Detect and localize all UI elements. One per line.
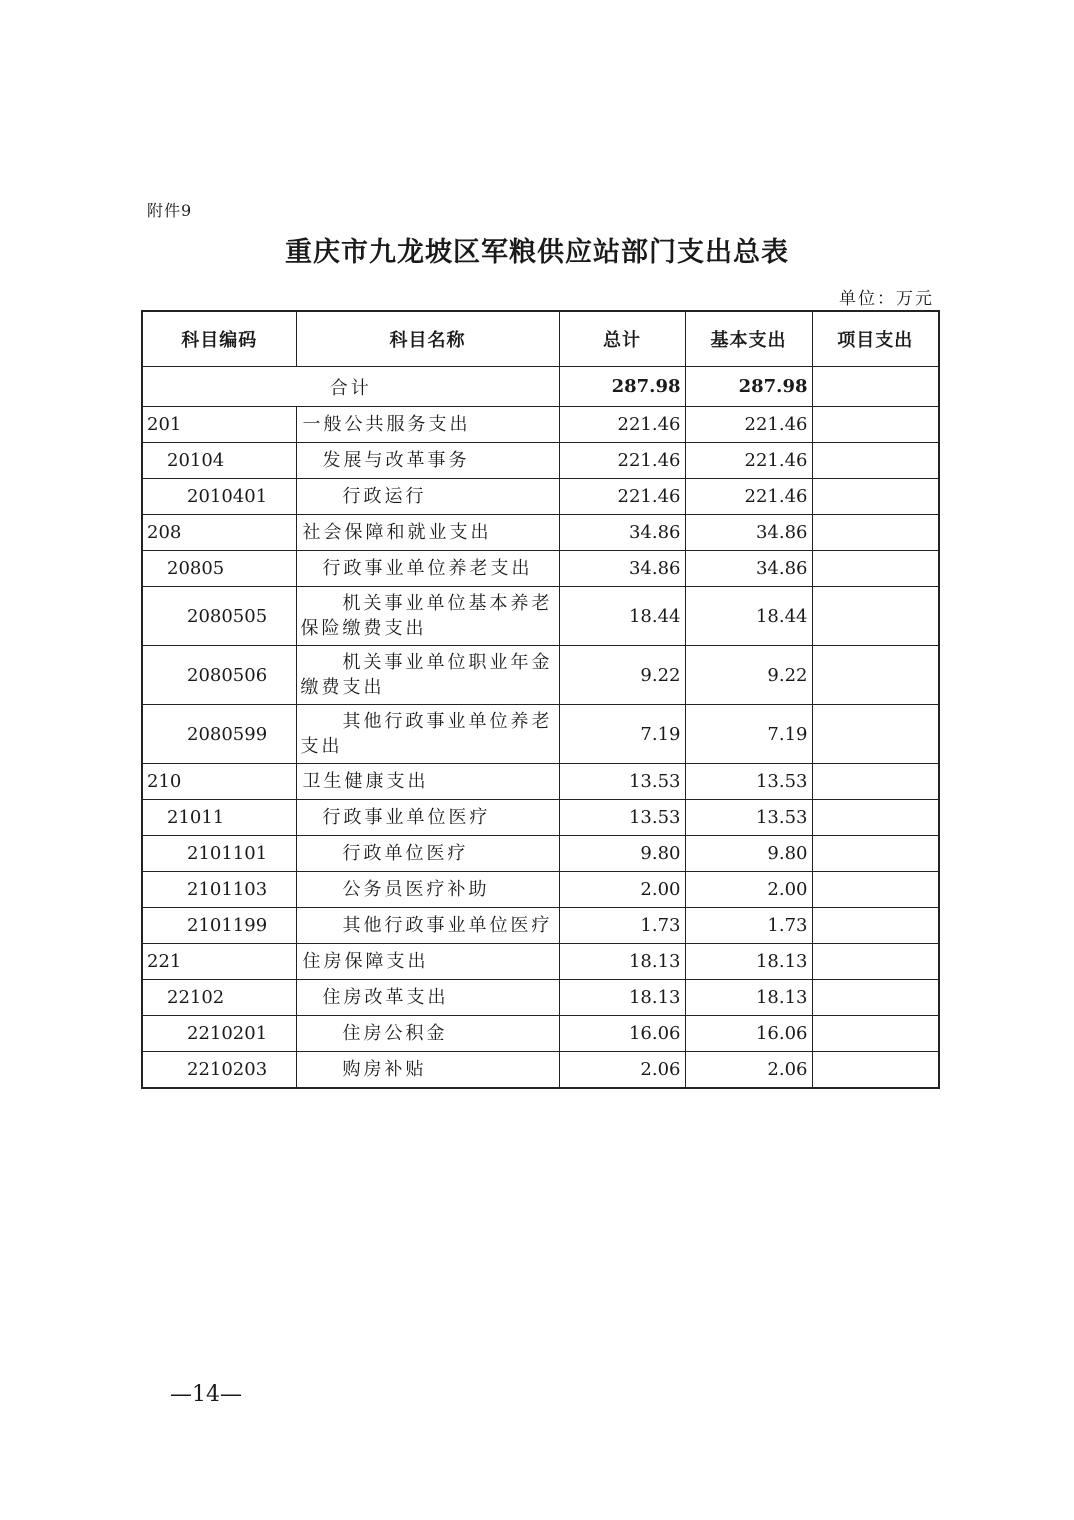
cell-basic: 13.53 [685,800,812,836]
cell-project [812,1052,939,1088]
cell-total: 9.22 [559,646,685,705]
unit-label: 单位：万元 [839,289,934,309]
cell-code: 210 [142,764,296,800]
cell-project [812,479,939,515]
cell-total: 9.80 [559,836,685,872]
cell-code: 201 [142,407,296,443]
cell-name: 机关事业单位基本养老保险缴费支出 [296,587,559,646]
cell-code: 21011 [142,800,296,836]
cell-basic: 18.44 [685,587,812,646]
table-row [142,800,939,836]
cell-basic: 2.00 [685,872,812,908]
cell-project [812,407,939,443]
table-row [142,443,939,479]
cell-code: 22102 [142,980,296,1016]
cell-name: 卫生健康支出 [296,764,559,800]
cell-name: 发展与改革事务 [296,443,559,479]
header-project: 项目支出 [812,311,939,367]
cell-name: 行政事业单位养老支出 [296,551,559,587]
cell-code: 2080506 [142,646,296,705]
cell-code: 2010401 [142,479,296,515]
table-row [142,764,939,800]
cell-code: 208 [142,515,296,551]
cell-project [812,800,939,836]
cell-total: 18.44 [559,587,685,646]
header-basic: 基本支出 [685,311,812,367]
page-title: 重庆市九龙坡区军粮供应站部门支出总表 [285,237,789,268]
table-row [142,515,939,551]
total-row [142,367,939,407]
cell-code: 2101199 [142,908,296,944]
header-code: 科目编码 [142,311,296,367]
cell-total: 16.06 [559,1016,685,1052]
cell-basic: 16.06 [685,1016,812,1052]
cell-project [812,705,939,764]
cell-project [812,587,939,646]
table-header-row [142,311,939,367]
cell-code: 20805 [142,551,296,587]
cell-name: 行政运行 [296,479,559,515]
table-row [142,479,939,515]
cell-project [812,515,939,551]
cell-name: 其他行政事业单位医疗 [296,908,559,944]
cell-total: 13.53 [559,764,685,800]
cell-basic: 7.19 [685,705,812,764]
cell-project [812,872,939,908]
cell-name: 购房补贴 [296,1052,559,1088]
cell-total: 2.06 [559,1052,685,1088]
cell-total: 34.86 [559,551,685,587]
cell-name: 行政事业单位医疗 [296,800,559,836]
table-row [142,407,939,443]
cell-basic: 221.46 [685,443,812,479]
cell-project [812,980,939,1016]
expenditure-table [141,310,940,1089]
table-row [142,705,939,764]
cell-code: 2080505 [142,587,296,646]
cell-project [812,944,939,980]
table-row [142,872,939,908]
cell-code: 2101103 [142,872,296,908]
table-row [142,1052,939,1088]
cell-name: 公务员医疗补助 [296,872,559,908]
cell-code: 2210201 [142,1016,296,1052]
cell-project [812,1016,939,1052]
cell-project [812,836,939,872]
page-number: —14— [170,1382,242,1407]
cell-basic: 34.86 [685,551,812,587]
table-row [142,1016,939,1052]
table-row [142,551,939,587]
cell-code: 20104 [142,443,296,479]
cell-basic: 13.53 [685,764,812,800]
cell-code: 2080599 [142,705,296,764]
cell-name: 住房公积金 [296,1016,559,1052]
cell-project [812,908,939,944]
cell-total: 2.00 [559,872,685,908]
cell-project [812,764,939,800]
cell-name: 其他行政事业单位养老支出 [296,705,559,764]
table-body [142,367,939,1088]
cell-basic: 1.73 [685,908,812,944]
cell-total: 221.46 [559,407,685,443]
cell-name: 行政单位医疗 [296,836,559,872]
header-name: 科目名称 [296,311,559,367]
header-total: 总计 [559,311,685,367]
cell-code: 221 [142,944,296,980]
table-row [142,944,939,980]
cell-total: 34.86 [559,515,685,551]
table-row [142,646,939,705]
total-total: 287.98 [559,367,685,407]
attachment-label: 附件9 [147,201,193,220]
table-row [142,836,939,872]
total-label: 合计 [142,367,559,407]
cell-basic: 2.06 [685,1052,812,1088]
table-row [142,587,939,646]
cell-code: 2210203 [142,1052,296,1088]
table-row [142,980,939,1016]
cell-name: 机关事业单位职业年金缴费支出 [296,646,559,705]
cell-code: 2101101 [142,836,296,872]
cell-basic: 221.46 [685,479,812,515]
table-row [142,908,939,944]
cell-project [812,551,939,587]
cell-total: 221.46 [559,479,685,515]
cell-basic: 18.13 [685,944,812,980]
cell-basic: 34.86 [685,515,812,551]
cell-project [812,443,939,479]
total-basic: 287.98 [685,367,812,407]
cell-name: 社会保障和就业支出 [296,515,559,551]
cell-total: 13.53 [559,800,685,836]
cell-total: 1.73 [559,908,685,944]
cell-total: 7.19 [559,705,685,764]
cell-total: 221.46 [559,443,685,479]
cell-total: 18.13 [559,980,685,1016]
cell-basic: 221.46 [685,407,812,443]
cell-name: 住房保障支出 [296,944,559,980]
cell-basic: 9.22 [685,646,812,705]
cell-name: 住房改革支出 [296,980,559,1016]
total-project [812,367,939,407]
cell-name: 一般公共服务支出 [296,407,559,443]
cell-total: 18.13 [559,944,685,980]
cell-basic: 9.80 [685,836,812,872]
cell-project [812,646,939,705]
cell-basic: 18.13 [685,980,812,1016]
